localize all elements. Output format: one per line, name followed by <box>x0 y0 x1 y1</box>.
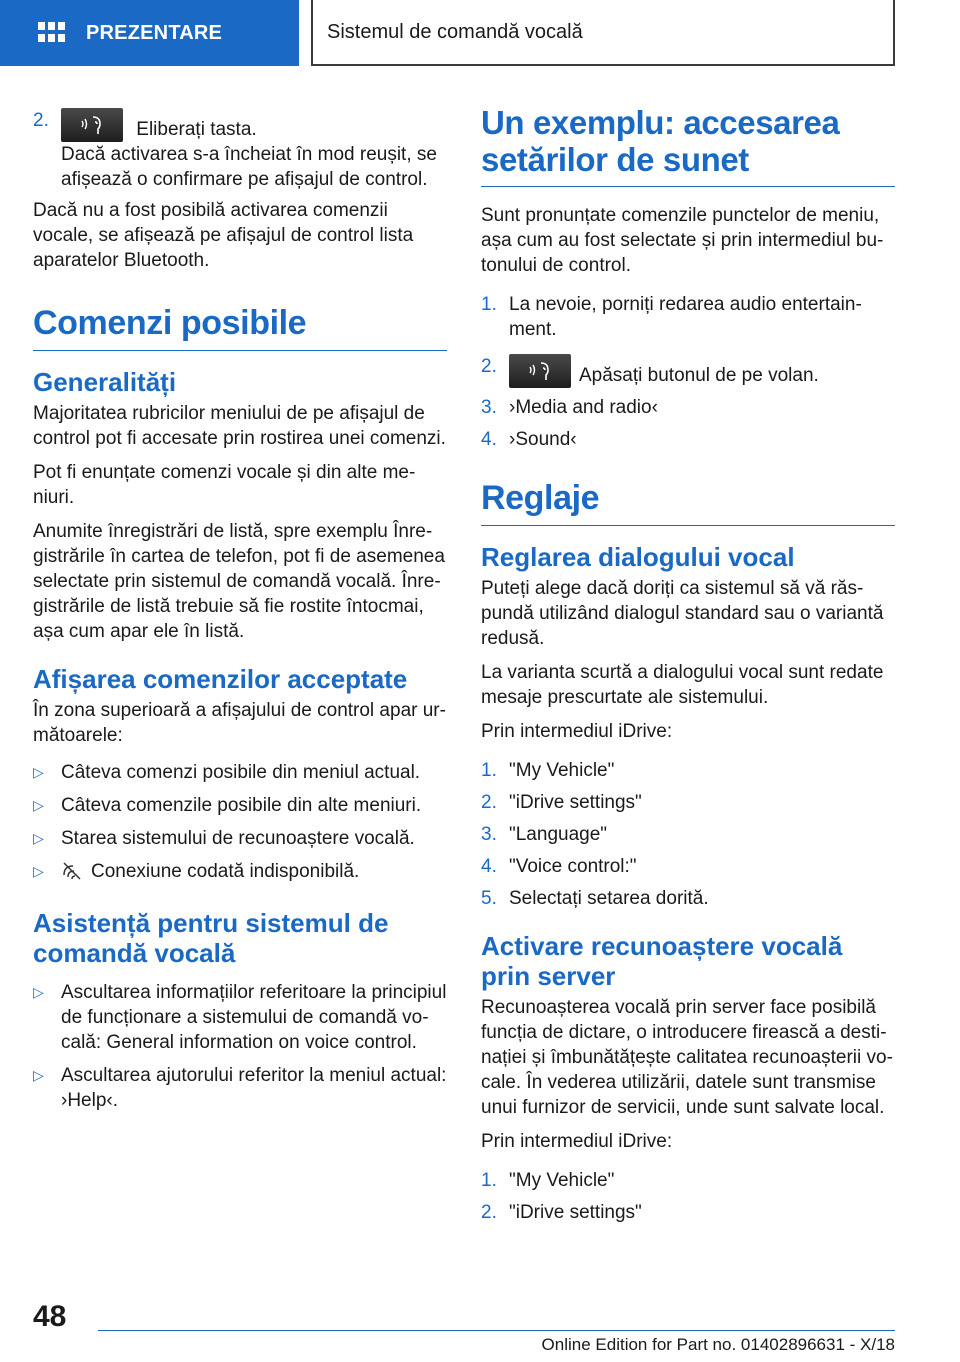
example-steps <box>481 292 895 452</box>
paragraph: Pot fi enunțate comenzi vocale și din alte meniuri. <box>33 462 416 508</box>
display-list <box>33 760 447 888</box>
step-text: "My Vehicle" <box>509 1170 615 1191</box>
step-number: 2. <box>481 1202 497 1223</box>
edition-footer: Online Edition for Part no. 01402896631 - X/18 <box>541 1335 895 1354</box>
triangle-bullet-icon: ▷ <box>33 863 44 879</box>
paragraph: Sunt pronunțate comenzile punctelor de meniu, așa cum au fost selectate și prin intermediul butonului de control. <box>481 205 884 276</box>
voice-command-key-icon <box>509 354 571 388</box>
heading-settings: Reglaje <box>481 480 895 526</box>
paragraph: În zona superioară a afișajului de control apar următoarele: <box>33 700 446 746</box>
paragraph: La varianta scurtă a dialogului vocal sunt redate mesaje prescurtate ale sistemului. <box>481 662 884 708</box>
server-steps <box>481 1168 895 1225</box>
list-item <box>481 427 895 452</box>
page-number: 48 <box>33 1300 67 1333</box>
list-item <box>481 354 895 388</box>
step-number: 1. <box>481 760 497 781</box>
step-number: 4. <box>481 429 497 450</box>
paragraph: Anumite înregistrări de listă, spre exemplu Înregistrările în cartea de telefon, pot fi de asemenea selectate prin sistemul de comandă vocală. Înregistrările de listă trebuie să fie rostite întocmai, așa cum apar ele în listă. <box>33 521 445 642</box>
paragraph: Puteți alege dacă doriți ca sistemul să vă răspundă utilizând dialogul standard sau o variantă redusă. <box>481 578 884 649</box>
triangle-bullet-icon: ▷ <box>33 764 44 780</box>
list-item <box>33 859 447 888</box>
step-text: La nevoie, porniți redarea audio entertainment. <box>509 294 862 340</box>
list-item <box>481 395 895 420</box>
list-item <box>481 790 895 815</box>
step-number: 3. <box>481 824 497 845</box>
heading-dialog: Reglarea dialogului vocal <box>481 542 795 572</box>
list-item-text: Starea sistemului de recunoaștere vocală. <box>61 828 415 849</box>
heading-general: Generalități <box>33 367 177 397</box>
list-item <box>33 108 447 192</box>
step-number: 2. <box>481 792 497 813</box>
list-item <box>481 1168 895 1193</box>
right-column <box>481 104 895 1235</box>
step-text: "Voice control:" <box>509 856 637 877</box>
step-text: Eliberați tasta. <box>136 119 257 140</box>
step-text: Selectați setarea dorită. <box>509 888 709 909</box>
step-detail: Dacă activarea s-a încheiat în mod reușit, se afișează o confirmare pe afișajul de control. <box>61 144 437 190</box>
step-number: 2. <box>33 110 49 131</box>
step-text: "My Vehicle" <box>509 760 615 781</box>
chapter-tab-label: Sistemul de comandă vocală <box>327 20 583 43</box>
paragraph: Dacă nu a fost posibilă activarea comenzii vocale, se afișează pe afișajul de control lista aparatelor Bluetooth. <box>33 200 414 271</box>
activation-steps <box>33 108 447 192</box>
list-item <box>481 1200 895 1225</box>
paragraph: Majoritatea rubricilor meniului de pe afișajul de control pot fi accesate prin rostirea unei comenzi. <box>33 403 446 449</box>
paragraph: Prin intermediul iDrive: <box>481 1131 673 1152</box>
step-number: 2. <box>481 356 497 377</box>
list-item <box>33 826 447 851</box>
grid-menu-icon <box>38 22 66 44</box>
step-number: 4. <box>481 856 497 877</box>
step-number: 1. <box>481 1170 497 1191</box>
no-encrypted-connection-icon <box>61 861 83 888</box>
triangle-bullet-icon: ▷ <box>33 1067 44 1083</box>
heading-display: Afișarea comenzilor acceptate <box>33 664 408 694</box>
paragraph: Prin intermediul iDrive: <box>481 721 673 742</box>
list-item <box>481 854 895 879</box>
step-text: ›Media and radio‹ <box>509 397 658 418</box>
list-item-text: Câteva comenzi posibile din meniul actual. <box>61 762 421 783</box>
section-tab-label: PREZENTARE <box>86 21 223 44</box>
triangle-bullet-icon: ▷ <box>33 830 44 846</box>
triangle-bullet-icon: ▷ <box>33 797 44 813</box>
list-item-text: Ascultarea informațiilor referitoare la principiul de funcționare a sistemului de comandă vocală: General information on voice control. <box>61 982 447 1053</box>
heading-assist: Asistență pentru sistemul de comandă vocală <box>33 908 389 968</box>
list-item <box>33 793 447 818</box>
page-header <box>0 0 960 66</box>
step-text: "iDrive settings" <box>509 1202 642 1223</box>
list-item <box>481 886 895 911</box>
step-number: 1. <box>481 294 497 315</box>
heading-commands: Comenzi posibile <box>33 305 447 351</box>
section-tab[interactable] <box>0 0 299 66</box>
assist-list <box>33 980 447 1113</box>
step-number: 3. <box>481 397 497 418</box>
list-item <box>33 760 447 785</box>
chapter-tab[interactable] <box>311 0 895 66</box>
step-text: ›Sound‹ <box>509 429 577 450</box>
left-column <box>33 108 447 1123</box>
list-item-text: Ascultarea ajutorului referitor la meniul actual: ›Help‹. <box>61 1065 447 1111</box>
step-text: "Language" <box>509 824 608 845</box>
list-item-text: Conexiune codată indisponibilă. <box>91 861 360 882</box>
footer-divider <box>98 1330 895 1331</box>
step-number: 5. <box>481 888 497 909</box>
step-text: Apăsați butonul de pe volan. <box>579 365 819 386</box>
paragraph: Recunoașterea vocală prin server face posibilă funcția de dictare, o introducere firească a destinației și îmbunătățește calitatea recunoașterii vocale. În vederea utilizării, datele sunt transmise unui furnizor de servicii, unde sunt salvate local. <box>481 997 893 1118</box>
triangle-bullet-icon: ▷ <box>33 984 44 1000</box>
list-item <box>481 292 895 342</box>
voice-command-key-icon <box>61 108 123 142</box>
list-item <box>33 980 447 1055</box>
heading-example: Un exemplu: accesarea setărilor de sunet <box>481 104 895 187</box>
list-item-text: Câteva comenzile posibile din alte meniuri. <box>61 795 422 816</box>
step-text: "iDrive settings" <box>509 792 642 813</box>
list-item <box>481 822 895 847</box>
list-item <box>481 758 895 783</box>
dialog-steps <box>481 758 895 911</box>
heading-server: Activare recunoaștere vocală prin server <box>481 931 843 991</box>
list-item <box>33 1063 447 1113</box>
